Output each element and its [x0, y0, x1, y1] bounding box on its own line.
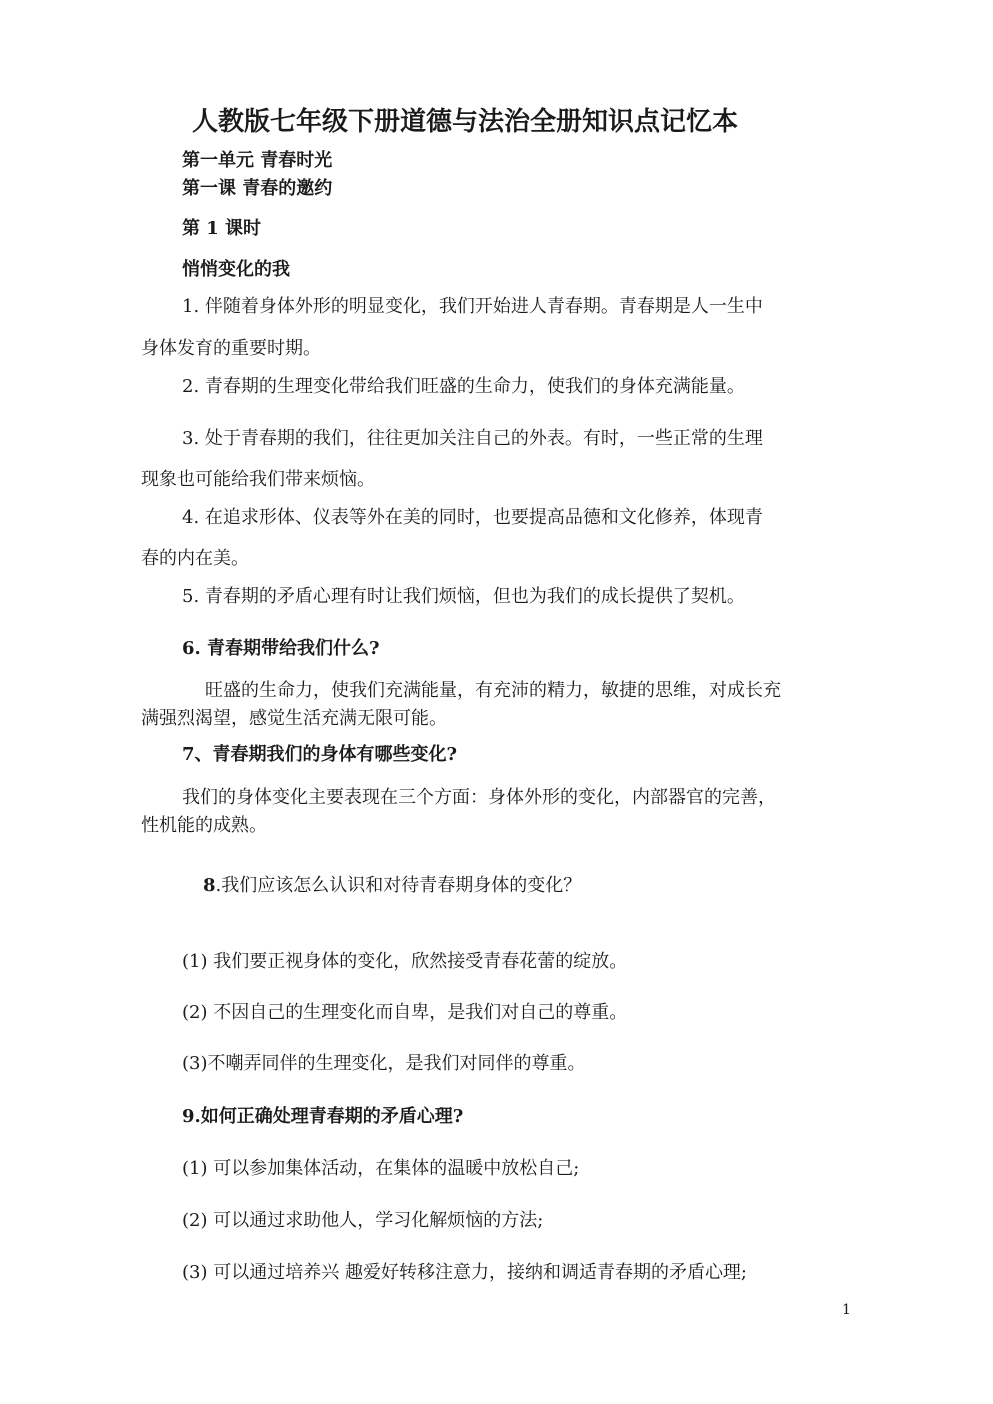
section-heading: 悄悄变化的我	[182, 259, 290, 280]
lesson-heading: 第一课 青春的邀约	[182, 178, 333, 199]
question-9: 9.如何正确处理青春期的矛盾心理?	[182, 1106, 464, 1127]
answer-6-line-1: 旺盛的生命力，使我们充满能量，有充沛的精力，敏捷的思维，对成长充	[205, 680, 781, 701]
paragraph-2: 2. 青春期的生理变化带给我们旺盛的生命力，使我们的身体充满能量。	[182, 376, 745, 397]
answer-9-item-2: (2) 可以通过求助他人，学习化解烦恼的方法;	[182, 1210, 544, 1231]
paragraph-4-line-2: 春的内在美。	[141, 548, 249, 569]
paragraph-5: 5. 青春期的矛盾心理有时让我们烦恼，但也为我们的成长提供了契机。	[182, 586, 745, 607]
question-8-text: .我们应该怎么认识和对待青春期身体的变化？	[215, 875, 582, 896]
answer-7-line-1: 我们的身体变化主要表现在三个方面：身体外形的变化，内部器官的完善，	[182, 787, 776, 808]
answer-7-line-2: 性机能的成熟。	[141, 815, 267, 836]
period-heading: 第 1 课时	[182, 218, 262, 239]
paragraph-1-line-1: 1. 伴随着身体外形的明显变化，我们开始进人青春期。青春期是人一生中	[182, 296, 763, 317]
answer-8-item-1: (1) 我们要正视身体的变化，欣然接受青春花蕾的绽放。	[182, 951, 628, 972]
paragraph-1-line-2: 身体发育的重要时期。	[141, 338, 321, 359]
unit-heading: 第一单元 青春时光	[182, 150, 333, 171]
answer-8-item-2: (2) 不因自己的生理变化而自卑，是我们对自己的尊重。	[182, 1002, 628, 1023]
question-6: 6. 青春期带给我们什么?	[182, 638, 380, 659]
question-7: 7、青春期我们的身体有哪些变化?	[182, 744, 458, 765]
page-number: 1	[842, 1302, 851, 1318]
answer-6-line-2: 满强烈渴望，感觉生活充满无限可能。	[141, 708, 447, 729]
answer-9-item-3: (3) 可以通过培养兴 趣爱好转移注意力，接纳和调适青春期的矛盾心理;	[182, 1262, 748, 1283]
paragraph-3-line-1: 3. 处于青春期的我们，往往更加关注自己的外表。有时，一些正常的生理	[182, 428, 763, 449]
answer-8-item-3: (3)不嘲弄同伴的生理变化，是我们对同伴的尊重。	[182, 1053, 586, 1074]
paragraph-3-line-2: 现象也可能给我们带来烦恼。	[141, 469, 375, 490]
paragraph-4-line-1: 4. 在追求形体、仪表等外在美的同时，也要提高品德和文化修养，体现青	[182, 507, 763, 528]
document-title: 人教版七年级下册道德与法治全册知识点记忆本	[192, 107, 739, 137]
question-8	[203, 877, 581, 895]
question-8-number: 8	[203, 875, 216, 896]
answer-9-item-1: (1) 可以参加集体活动，在集体的温暖中放松自己;	[182, 1158, 580, 1179]
